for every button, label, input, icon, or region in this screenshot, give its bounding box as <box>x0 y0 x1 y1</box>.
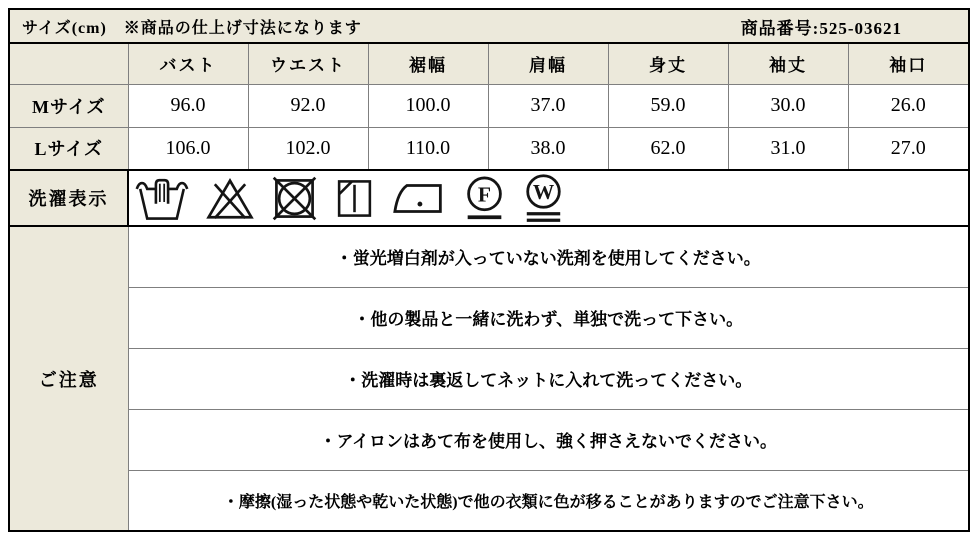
table-row-note-3 <box>9 348 969 409</box>
l-body-length-value: 62.0 <box>608 127 728 170</box>
m-bust-value: 96.0 <box>128 84 248 127</box>
care-symbols-label: 洗濯表示 <box>9 170 128 226</box>
iron-low-icon <box>391 179 447 218</box>
note-item-2: ・他の製品と一緒に洗わず、単独で洗って下さい。 <box>128 287 969 348</box>
table-row-m-size <box>9 84 969 127</box>
product-number: 商品番号:525-03621 <box>740 18 903 38</box>
note-item-1: ・蛍光増白剤が入っていない洗剤を使用してください。 <box>128 226 969 287</box>
size-spec-table <box>8 8 970 532</box>
m-cuff-value: 26.0 <box>848 84 969 127</box>
note-item-3: ・洗濯時は裏返してネットに入れて洗ってください。 <box>128 348 969 409</box>
l-waist-value: 102.0 <box>248 127 368 170</box>
table-row-note-4 <box>9 409 969 470</box>
l-hem-width-value: 110.0 <box>368 127 488 170</box>
table-row-l-size <box>9 127 969 170</box>
do-not-bleach-icon <box>205 176 255 221</box>
m-waist-value: 92.0 <box>248 84 368 127</box>
do-not-tumble-dry-icon <box>271 175 318 222</box>
column-header-bust: バスト <box>128 43 248 84</box>
table-row-care-symbols <box>9 170 969 226</box>
line-dry-in-shade-icon <box>334 176 375 221</box>
l-bust-value: 106.0 <box>128 127 248 170</box>
m-shoulder-width-value: 37.0 <box>488 84 608 127</box>
m-hem-width-value: 100.0 <box>368 84 488 127</box>
title-band <box>9 9 969 43</box>
m-sleeve-length-value: 30.0 <box>728 84 848 127</box>
table-row-note-5 <box>9 470 969 531</box>
column-header-hem-width: 裾幅 <box>368 43 488 84</box>
size-chart-title: サイズ(cm) ※商品の仕上げ寸法になります <box>22 19 362 37</box>
column-header-shoulder-width: 肩幅 <box>488 43 608 84</box>
m-body-length-value: 59.0 <box>608 84 728 127</box>
row-label-l-size: Lサイズ <box>9 127 128 170</box>
column-header-waist: ウエスト <box>248 43 368 84</box>
row-label-m-size: Mサイズ <box>9 84 128 127</box>
corner-empty-cell <box>9 43 128 84</box>
care-symbols-strip <box>129 172 968 224</box>
hand-wash-icon <box>135 175 189 222</box>
wet-clean-very-gentle-icon <box>522 172 565 224</box>
table-row-note-1 <box>9 226 969 287</box>
l-sleeve-length-value: 31.0 <box>728 127 848 170</box>
column-header-body-length: 身丈 <box>608 43 728 84</box>
l-shoulder-width-value: 38.0 <box>488 127 608 170</box>
table-row-note-2 <box>9 287 969 348</box>
notes-label: ご注意 <box>9 226 128 531</box>
note-item-4: ・アイロンはあて布を使用し、強く押さえないでください。 <box>128 409 969 470</box>
column-header-cuff: 袖口 <box>848 43 969 84</box>
dry-clean-petroleum-gentle-icon <box>463 174 506 223</box>
column-header-sleeve-length: 袖丈 <box>728 43 848 84</box>
l-cuff-value: 27.0 <box>848 127 969 170</box>
note-item-5: ・摩擦(湿った状態や乾いた状態)で他の衣類に色が移ることがありますのでご注意下さい。 <box>128 470 969 531</box>
